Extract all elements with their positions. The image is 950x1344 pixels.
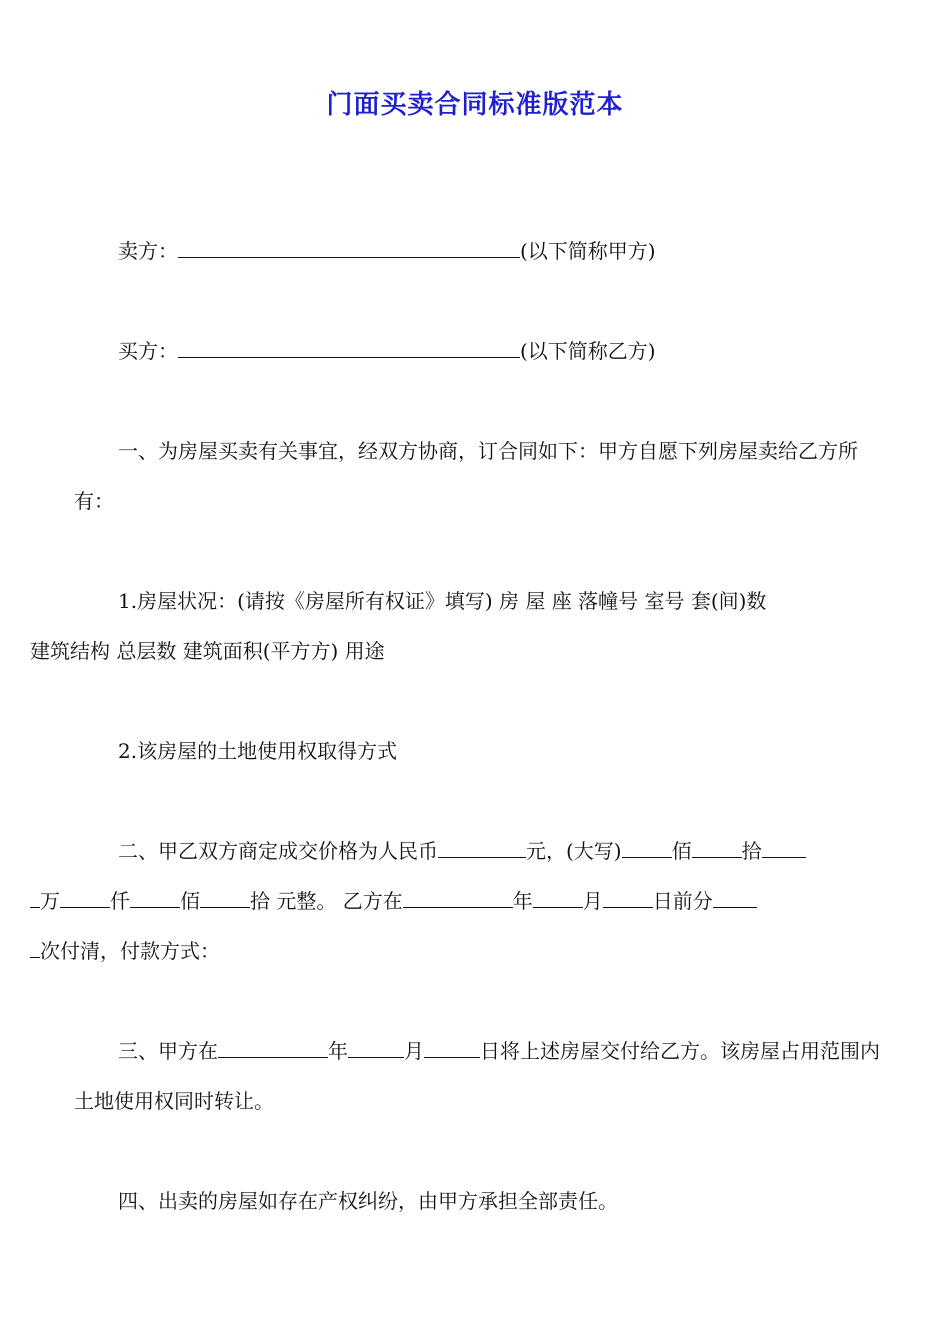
blank xyxy=(60,889,110,908)
buyer-label: 买方： xyxy=(118,339,178,363)
clause-2-text-9: 年 xyxy=(512,889,533,913)
item-2: 2.该房屋的土地使用权取得方式 xyxy=(118,739,398,763)
clause-4: 四、出卖的房屋如存在产权纠纷，由甲方承担全部责任。 xyxy=(118,1189,618,1213)
clause-3-text-4: 日将上述房屋交付给乙方。该房屋占用范围内土地使用权同时转让。 xyxy=(74,1039,880,1113)
seller-name-blank xyxy=(178,239,520,258)
clause-2-text-8: 拾 元整。 乙方在 xyxy=(250,889,403,913)
clause-3-text-3: 月 xyxy=(404,1039,424,1063)
clause-2-text-3: 佰 xyxy=(671,839,692,863)
blank xyxy=(622,839,672,858)
seller-label: 卖方： xyxy=(118,239,178,263)
day-blank xyxy=(424,1039,480,1058)
blank xyxy=(30,939,40,958)
clause-2-text-10: 月 xyxy=(582,889,603,913)
clause-2-text-12: 次付清，付款方式： xyxy=(40,939,220,963)
clause-2 xyxy=(40,826,880,976)
item-1-line-2: 建筑结构 总层数 建筑面积(平方方) 用途 xyxy=(30,639,385,663)
clause-2-text-6: 仟 xyxy=(110,889,130,913)
buyer-suffix: (以下简称乙方) xyxy=(520,339,656,363)
month-blank xyxy=(533,889,583,908)
clause-3-text-2: 年 xyxy=(328,1039,348,1063)
blank xyxy=(130,889,180,908)
clause-2-text-4: 拾 xyxy=(741,839,762,863)
clause-3-text-1: 三、甲方在 xyxy=(118,1039,218,1063)
buyer-name-blank xyxy=(178,339,520,358)
blank xyxy=(762,839,806,858)
clause-3 xyxy=(74,1026,880,1126)
clause-1: 一、为房屋买卖有关事宜，经双方协商，订合同如下：甲方自愿下列房屋卖给乙方所有： xyxy=(74,439,858,513)
blank xyxy=(30,889,40,908)
year-blank xyxy=(403,889,513,908)
day-blank xyxy=(603,889,653,908)
blank xyxy=(713,889,757,908)
clause-2-text-11: 日前分 xyxy=(652,889,713,913)
clause-2-text-5: 万 xyxy=(40,889,60,913)
price-blank xyxy=(438,839,526,858)
blank xyxy=(200,889,250,908)
month-blank xyxy=(348,1039,404,1058)
buyer-line xyxy=(74,326,880,376)
seller-line xyxy=(74,226,880,276)
clause-2-text-2: 元，(大写) xyxy=(526,839,622,863)
seller-suffix: (以下简称甲方) xyxy=(520,239,656,263)
item-1 xyxy=(30,576,880,676)
clause-2-text-7: 佰 xyxy=(180,889,200,913)
clause-2-text-1: 二、甲乙双方商定成交价格为人民币 xyxy=(118,839,438,863)
item-1-line-1: 1.房屋状况：(请按《房屋所有权证》填写) 房 屋 座 落幢号 室号 套(间)数 xyxy=(118,589,767,613)
blank xyxy=(692,839,742,858)
page-title: 门面买卖合同标准版范本 xyxy=(326,90,624,120)
year-blank xyxy=(218,1039,328,1058)
